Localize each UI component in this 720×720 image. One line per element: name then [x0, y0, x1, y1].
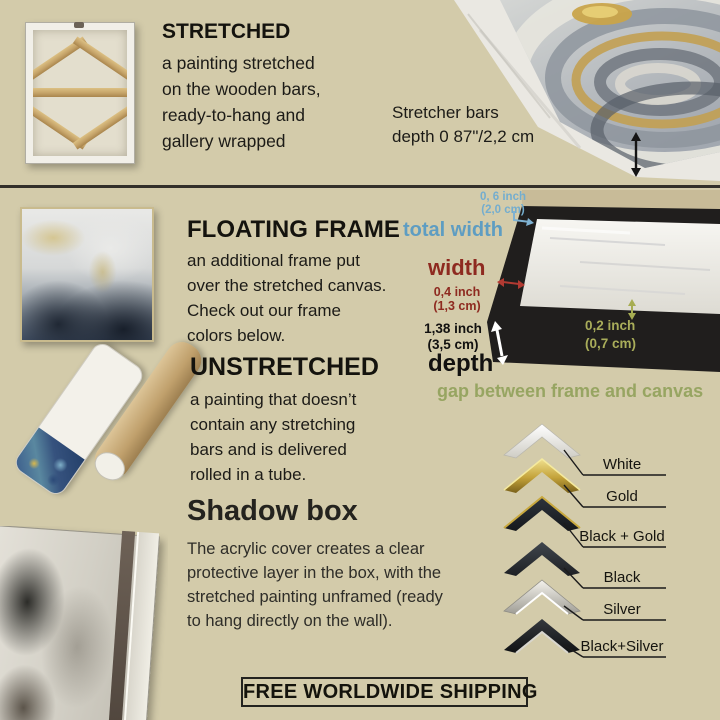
- frame-color-label-black-silver: Black+Silver: [580, 638, 664, 655]
- frame-color-label-black: Black: [603, 569, 641, 586]
- depth-label: depth: [428, 350, 494, 377]
- shadow-box-desc-line: stretched painting unframed (ready: [187, 588, 443, 606]
- stretched-canvas-corner-photo: [430, 0, 720, 185]
- stretched-desc-line: gallery wrapped: [162, 131, 286, 151]
- shadow-box-painting: [0, 526, 160, 720]
- stretcher-bar: [73, 103, 127, 150]
- canvas-back-inner: [33, 30, 127, 156]
- stretched-desc-line: a painting stretched: [162, 53, 315, 73]
- stretcher-note-line: depth 0 87"/2,2 cm: [392, 127, 535, 146]
- tube-cap: [89, 446, 130, 486]
- floating-frame-diagram-photo: [480, 190, 720, 382]
- floating-frame-desc-line: an additional frame put: [187, 251, 360, 270]
- depth-inch-value: 1,38 inch: [424, 321, 482, 336]
- width-cm-value: (1,3 cm): [433, 299, 481, 313]
- frame-corner-gold: [504, 459, 580, 493]
- stretcher-bar: [73, 37, 127, 84]
- hanging-clip: [74, 22, 84, 28]
- table-background: [522, 190, 720, 209]
- stretched-title: STRETCHED: [162, 20, 291, 43]
- gap-label: gap between frame and canvas: [437, 381, 704, 401]
- unstretched-roll-photo: [8, 350, 188, 490]
- unstretched-desc-line: bars and is delivered: [190, 440, 347, 459]
- total-width-label: total width: [403, 219, 503, 241]
- floating-frame-desc-line: over the stretched canvas.: [187, 276, 387, 295]
- width-inch-value: 0,4 inch: [433, 285, 481, 299]
- stretcher-note-line: Stretcher bars: [392, 103, 499, 122]
- frame-corner-black-gold: [504, 497, 580, 531]
- frame-color-label-gold: Gold: [606, 488, 638, 505]
- frame-color-label-black-gold: Black + Gold: [579, 528, 665, 545]
- stretched-desc-line: on the wooden bars,: [162, 79, 321, 99]
- shadow-box-title: Shadow box: [187, 495, 358, 527]
- stretcher-bar: [33, 88, 127, 97]
- total-width-inch-value: 0, 6 inch: [479, 191, 527, 203]
- frame-corner-black: [504, 542, 580, 576]
- depth-cm-value: (3,5 cm): [427, 337, 479, 352]
- unstretched-title: UNSTRETCHED: [190, 353, 379, 381]
- stretched-canvas-back-photo: [25, 22, 135, 164]
- width-label: width: [428, 255, 486, 280]
- gap-cm-value: (0,7 cm): [585, 336, 637, 351]
- floating-frame-painting-photo: [20, 207, 154, 342]
- frame-color-label-silver: Silver: [603, 601, 641, 618]
- shadow-box-photo: [0, 526, 168, 720]
- stretcher-bars-note: [392, 101, 534, 149]
- stretched-desc-line: ready-to-hang and: [162, 105, 306, 125]
- floating-frame-desc-line: colors below.: [187, 326, 286, 345]
- rolled-canvas-painting-edge: [12, 428, 84, 498]
- shadow-box-desc-line: to hang directly on the wall).: [187, 612, 393, 630]
- stretched-description: [162, 50, 321, 154]
- section-divider: [0, 185, 720, 188]
- unstretched-desc-line: contain any stretching: [190, 415, 356, 434]
- shadow-box-desc-line: protective layer in the box, with the: [187, 564, 442, 582]
- free-shipping-banner: FREE WORLDWIDE SHIPPING: [241, 677, 528, 707]
- shadow-box-description: [187, 537, 443, 633]
- frame-color-label-white: White: [602, 456, 642, 473]
- unstretched-desc-line: rolled in a tube.: [190, 465, 307, 484]
- gap-inch-value: 0,2 inch: [585, 318, 636, 333]
- floating-frame-title: FLOATING FRAME: [187, 216, 400, 243]
- unstretched-desc-line: a painting that doesn’t: [190, 390, 357, 409]
- frame-corner-white: [504, 424, 580, 458]
- floating-frame-desc-line: Check out our frame: [187, 301, 342, 320]
- shadow-box-desc-line: The acrylic cover creates a clear: [187, 540, 425, 558]
- unstretched-description: [190, 387, 356, 487]
- floating-frame-description: [187, 248, 386, 348]
- total-width-cm-value: (2,0 cm): [481, 204, 525, 216]
